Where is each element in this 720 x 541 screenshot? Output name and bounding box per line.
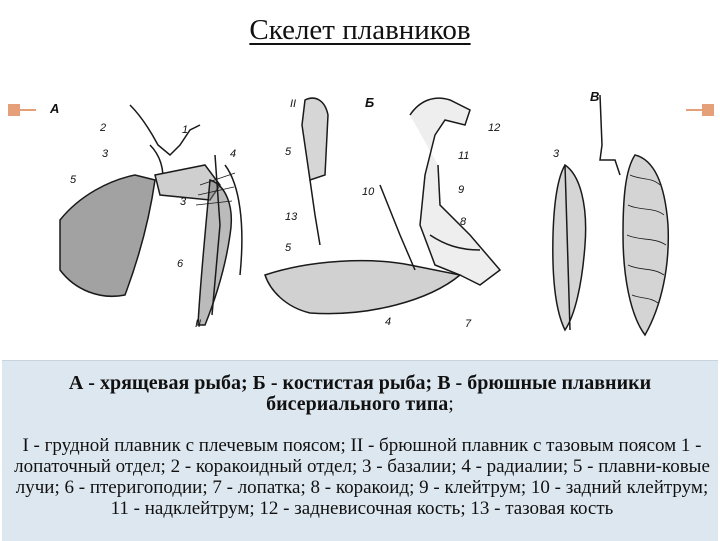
left-slide-marker bbox=[8, 104, 20, 116]
panel-b-letter: Б bbox=[365, 95, 375, 110]
panel-a-label: 4 bbox=[230, 148, 237, 160]
panel-b-label: 8 bbox=[460, 216, 467, 228]
panel-b-label: 5 bbox=[285, 146, 292, 158]
panel-b-label: 7 bbox=[465, 318, 472, 330]
panel-a-letter: А bbox=[50, 101, 60, 116]
panel-a-label: 2 bbox=[100, 122, 107, 134]
panel-a-label: II bbox=[195, 318, 202, 330]
fin-skeleton-illustration bbox=[40, 85, 690, 350]
panel-b-label: 11 bbox=[458, 150, 470, 162]
panel-b-pelvic-fin bbox=[302, 98, 328, 180]
panel-b-label: 13 bbox=[285, 211, 298, 223]
panel-c-right-fin bbox=[623, 155, 668, 335]
caption-box bbox=[2, 360, 718, 541]
caption-main-text: А - хрящевая рыба; Б - костистая рыба; В - брюшные плавники бисериального типа bbox=[68, 372, 652, 415]
panel-a-label: 6 bbox=[177, 258, 184, 270]
panel-c-label: 3 bbox=[553, 148, 560, 160]
panel-b-label: 9 bbox=[458, 184, 465, 196]
caption-main-semicolon: ; bbox=[448, 393, 454, 415]
panel-c-letter: В bbox=[590, 89, 600, 104]
panel-a-label: 3 bbox=[102, 148, 109, 160]
panel-b-label: II bbox=[290, 98, 297, 110]
page-title: Скелет плавников bbox=[249, 14, 471, 46]
panel-a-pectoral-fin bbox=[60, 175, 155, 296]
panel-a-label: 1 bbox=[182, 124, 189, 136]
panel-a-girdle bbox=[130, 105, 200, 155]
panel-a-label: 3 bbox=[180, 196, 187, 208]
panel-b-label: 12 bbox=[488, 122, 501, 134]
panel-b-pectoral-fin bbox=[265, 261, 460, 314]
panel-a-label: 5 bbox=[70, 174, 77, 186]
panel-b-label: 10 bbox=[362, 186, 375, 198]
panel-b-girdle bbox=[410, 98, 500, 285]
caption-main bbox=[22, 373, 698, 415]
right-slide-marker bbox=[702, 104, 714, 116]
caption-legend: I - грудной плавник с плечевым поясом; II - брюшной плавник с тазовым поясом 1 - лопаточный отдел; 2 - коракоидный отдел; 3 - базалии; 4 - радиалии; 5 - плавни-ковые лучи; 6 - птеригоподии; 7 - лопатка; 8 - коракоид; 9 - клейтрум; 10 - задний клейтрум; 11 - надклейтрум; 12 - задневисочная кость; 13 - тазовая кость bbox=[14, 435, 710, 519]
fin-skeleton-drawing bbox=[40, 85, 690, 350]
panel-b-label: 4 bbox=[385, 316, 392, 328]
panel-b-label: 5 bbox=[285, 242, 292, 254]
